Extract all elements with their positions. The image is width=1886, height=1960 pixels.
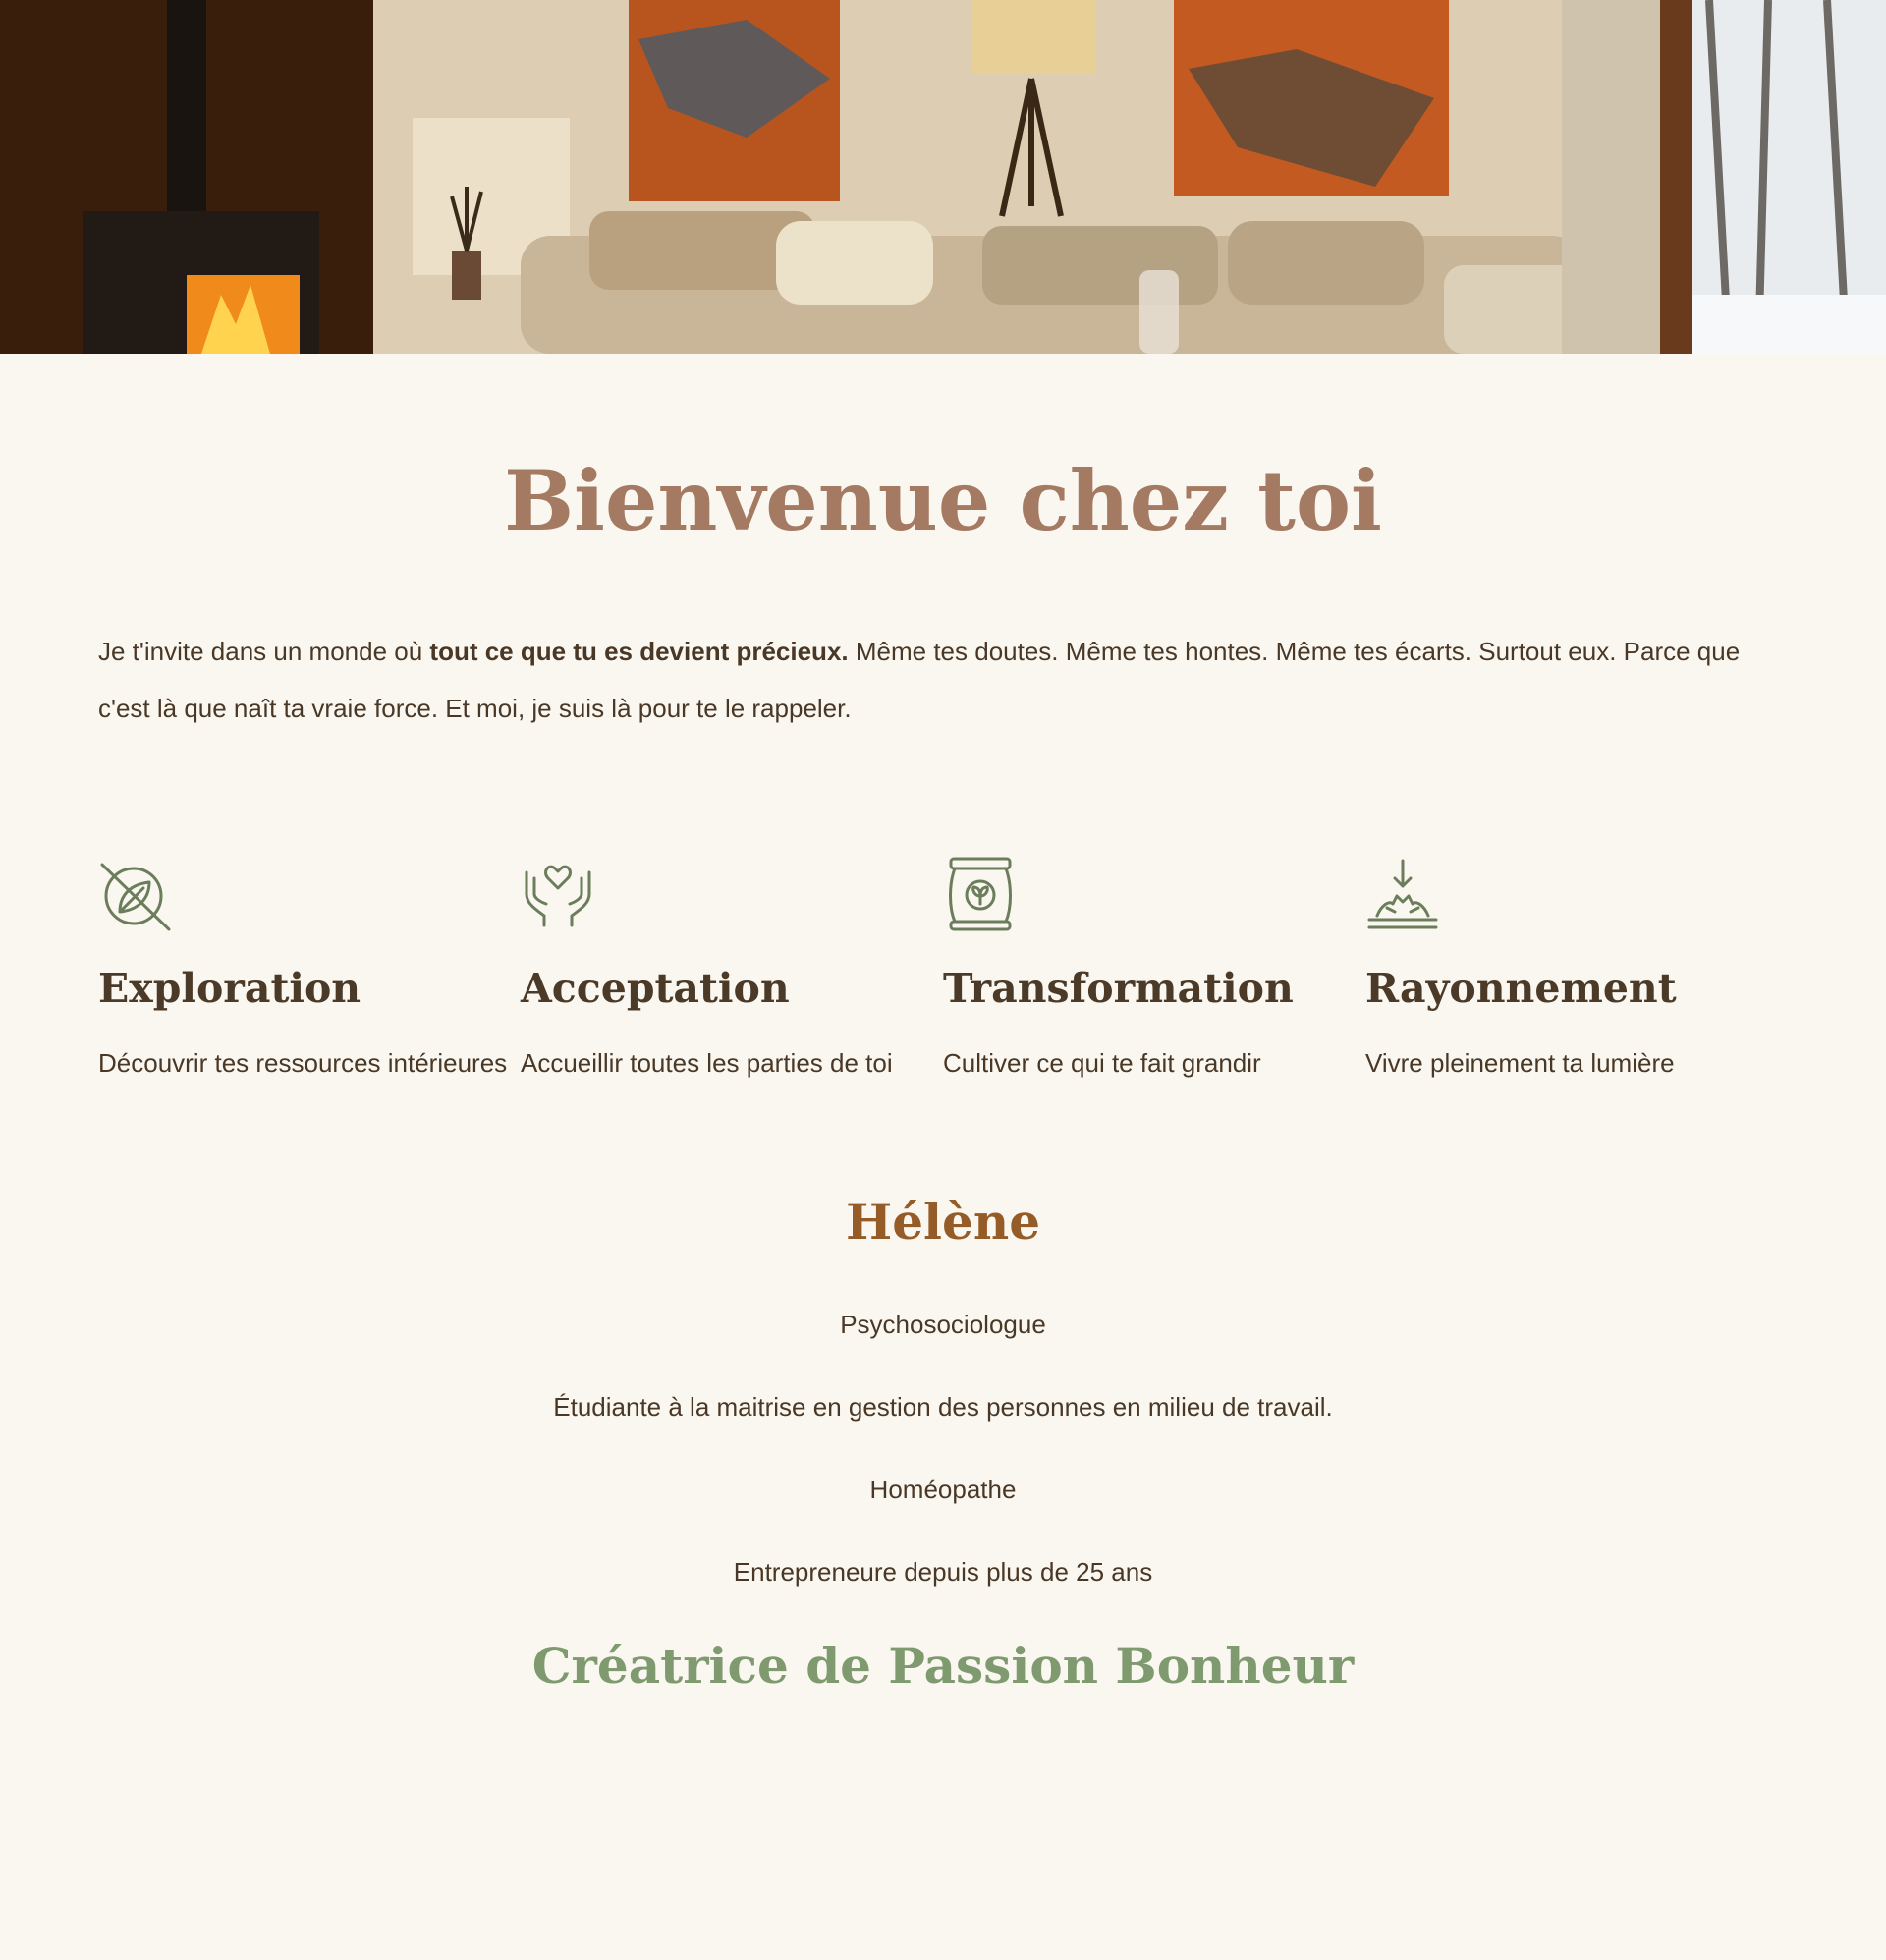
intro-text-start: Je t'invite dans un monde où [98, 637, 430, 666]
heart-hands-icon [521, 855, 595, 933]
bio-line: Psychosociologue [840, 1310, 1046, 1340]
feature-acceptation [521, 855, 943, 1092]
feature-text: Vivre pleinement ta lumière [1365, 1048, 1675, 1079]
bio-name: Hélène [845, 1193, 1041, 1252]
feature-title: Rayonnement [1365, 965, 1677, 1012]
hero-image [0, 0, 1886, 354]
features-grid [98, 855, 1788, 1092]
intro-text-end: Même tes doutes. Même tes hontes. Même tes écarts. Surtout eux. Parce que c'est là que naît ta vraie force. Et moi, je suis là pour te le rappeler. [98, 637, 1741, 723]
feature-title: Exploration [98, 965, 361, 1012]
bio-section [98, 1193, 1788, 1696]
page-title: Bienvenue chez toi [504, 452, 1382, 549]
sunrise-icon [1365, 855, 1440, 933]
feature-exploration [98, 855, 521, 1092]
feature-transformation [943, 855, 1365, 1092]
feature-text: Cultiver ce qui te fait grandir [943, 1048, 1261, 1079]
intro-paragraph [98, 623, 1788, 737]
feature-text: Accueillir toutes les parties de toi [521, 1048, 893, 1079]
bio-line: Entrepreneure depuis plus de 25 ans [733, 1557, 1153, 1588]
seed-jar-icon [943, 855, 1018, 933]
feature-title: Acceptation [521, 965, 790, 1012]
feature-title: Transformation [943, 965, 1294, 1012]
hero-illustration [0, 0, 1886, 354]
bio-line: Homéopathe [869, 1475, 1017, 1505]
bio-tagline: Créatrice de Passion Bonheur [531, 1637, 1355, 1696]
compass-leaf-icon [98, 855, 173, 933]
bio-line: Étudiante à la maitrise en gestion des personnes en milieu de travail. [553, 1392, 1333, 1423]
feature-rayonnement [1365, 855, 1788, 1092]
feature-text: Découvrir tes ressources intérieures [98, 1048, 508, 1079]
intro-text-bold: tout ce que tu es devient précieux. [429, 637, 849, 666]
